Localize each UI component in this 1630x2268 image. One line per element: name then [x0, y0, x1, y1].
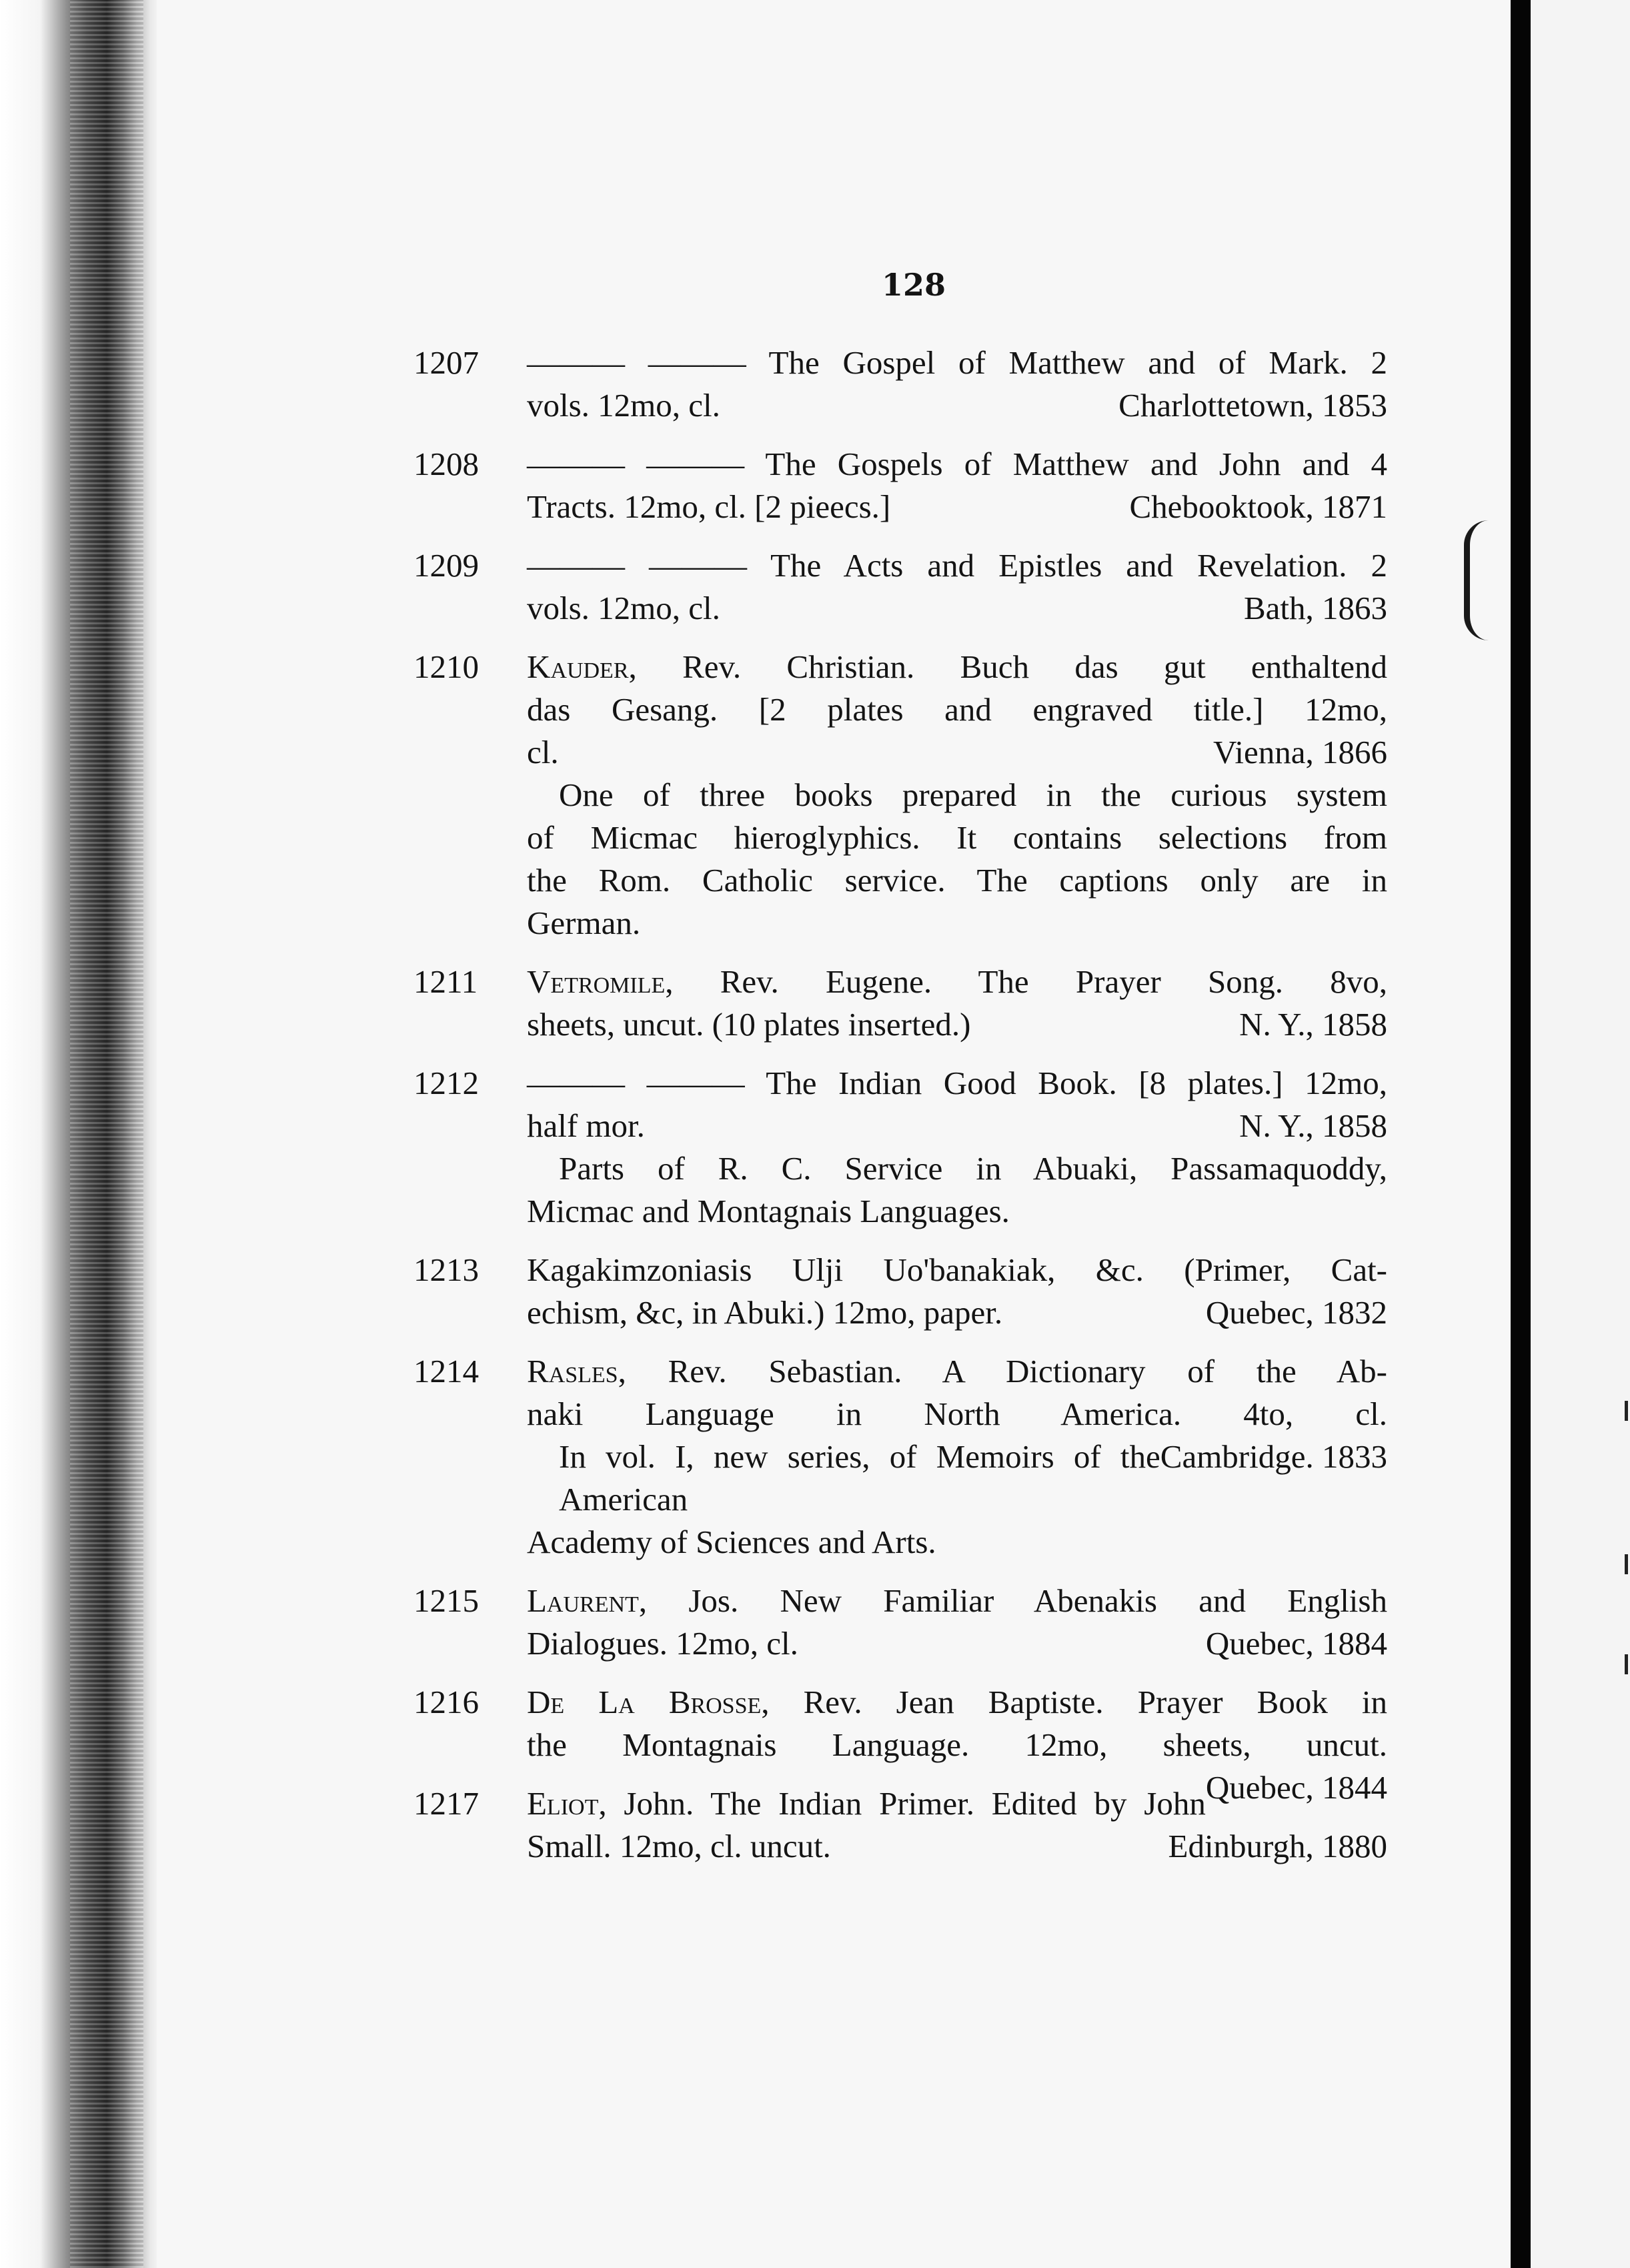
- entry-line: [527, 1782, 1387, 1825]
- entry-text: Kagakimzoniasis Ulji Uo'banakiak, &c. (Primer, Cat-: [527, 1251, 1387, 1288]
- entry-imprint: Quebec, 1884: [1205, 1625, 1387, 1662]
- entry-number: 1214: [414, 1353, 479, 1389]
- entry-line: [527, 486, 1387, 528]
- entry-line: [527, 1291, 1387, 1334]
- entry-line: [527, 731, 1387, 774]
- entry-text: ——— ——— The Indian Good Book. [8 plates.] 12mo,: [527, 1065, 1387, 1101]
- bracket-mark: [1464, 520, 1489, 640]
- entry-line: [527, 1003, 1387, 1046]
- entry-text: the Montagnais Language. 12mo, sheets, uncut.: [527, 1726, 1387, 1763]
- catalog-entry: [414, 961, 1387, 1046]
- catalog-entry: [414, 544, 1387, 630]
- catalog-entry: [414, 1062, 1387, 1233]
- entry-text: Rev. Christian. Buch das gut enthaltend: [682, 648, 1388, 685]
- entry-author: Laurent,: [527, 1582, 648, 1619]
- catalog-entry: [414, 443, 1387, 528]
- entry-line: [527, 1249, 1387, 1291]
- entry-number: 1207: [414, 344, 479, 381]
- entry-text: Rev. Sebastian. A Dictionary of the Ab-: [668, 1353, 1388, 1389]
- entry-author: Eliot,: [527, 1785, 607, 1822]
- catalog-entry: [414, 342, 1387, 427]
- entry-line: [527, 544, 1387, 587]
- entry-imprint: Cambridge. 1833: [1160, 1438, 1387, 1475]
- entry-imprint: N. Y., 1858: [1239, 1107, 1387, 1144]
- catalog-entry: [414, 1580, 1387, 1665]
- entry-author: De La Brosse,: [527, 1684, 770, 1720]
- entry-text: John. The Indian Primer. Edited by John: [624, 1785, 1206, 1822]
- entry-text: ——— ——— The Gospel of Matthew and of Mark. 2: [527, 344, 1387, 381]
- catalog-entry: [414, 1249, 1387, 1334]
- entry-imprint: Charlottetown, 1853: [1118, 387, 1387, 424]
- entry-line: [527, 1681, 1387, 1724]
- entry-number: 1212: [414, 1065, 479, 1101]
- entry-line: [527, 443, 1387, 486]
- facing-page-mark: [1625, 1401, 1628, 1421]
- note-line: Parts of R. C. Service in Abuaki, Passamaquoddy,: [559, 1150, 1387, 1187]
- entry-number: 1217: [414, 1785, 479, 1822]
- entry-line: [527, 1724, 1387, 1766]
- entry-text: vols. 12mo, cl.: [527, 590, 720, 626]
- entry-line: [527, 1062, 1387, 1105]
- note-line: Academy of Sciences and Arts.: [527, 1524, 936, 1560]
- facing-page-mark: [1625, 1654, 1628, 1674]
- note-line: Micmac and Montagnais Languages.: [527, 1193, 1010, 1229]
- entry-line: [527, 1105, 1387, 1147]
- entry-author: Rasles,: [527, 1353, 626, 1389]
- entry-text: ——— ——— The Gospels of Matthew and John and 4: [527, 446, 1387, 482]
- entry-number: 1216: [414, 1684, 479, 1720]
- entry-line: [527, 646, 1387, 688]
- entry-line: [527, 1393, 1387, 1436]
- entry-line: [527, 1622, 1387, 1665]
- page-number: 128: [882, 267, 946, 303]
- entry-number: 1209: [414, 547, 479, 584]
- entry-line: [527, 587, 1387, 630]
- entry-text: naki Language in North America. 4to, cl.: [527, 1395, 1387, 1432]
- entry-imprint: Quebec, 1832: [1205, 1294, 1387, 1331]
- note-line: In vol. I, new series, of Memoirs of the American: [559, 1438, 1160, 1518]
- catalog-entry: [414, 1782, 1387, 1868]
- entry-imprint: Bath, 1863: [1243, 590, 1387, 626]
- page-edge-shadow: [1511, 0, 1531, 2268]
- entry-text: ——— ——— The Acts and Epistles and Revelation. 2: [527, 547, 1387, 584]
- entry-text: Rev. Eugene. The Prayer Song. 8vo,: [720, 963, 1387, 1000]
- entry-number: 1213: [414, 1251, 479, 1288]
- entry-imprint: Vienna, 1866: [1212, 734, 1387, 770]
- entry-text: Dialogues. 12mo, cl.: [527, 1625, 798, 1662]
- entry-text: Jos. New Familiar Abenakis and English: [688, 1582, 1387, 1619]
- entry-line: [527, 342, 1387, 384]
- entry-text: Small. 12mo, cl. uncut.: [527, 1828, 831, 1864]
- entry-number: 1208: [414, 446, 479, 482]
- entry-text: das Gesang. [2 plates and engraved title.] 12mo,: [527, 691, 1387, 728]
- entry-line: [527, 384, 1387, 427]
- note-line: One of three books prepared in the curious system: [559, 776, 1387, 813]
- entry-line: [527, 1825, 1387, 1868]
- entry-number: 1211: [414, 963, 478, 1000]
- entry-note: [527, 1147, 1387, 1233]
- entry-author: Kauder,: [527, 648, 637, 685]
- entry-text: half mor.: [527, 1107, 645, 1144]
- facing-page-strip: [1531, 0, 1630, 2268]
- entry-text: Rev. Jean Baptiste. Prayer Book in: [803, 1684, 1388, 1720]
- note-line: of Micmac hieroglyphics. It contains selections from: [527, 819, 1387, 856]
- entry-imprint: Quebec, 1844: [1205, 1769, 1387, 1806]
- entry-line: [527, 1580, 1387, 1622]
- binding-texture: [70, 0, 143, 2268]
- entry-author: Vetromile,: [527, 963, 674, 1000]
- entry-note: [527, 774, 1387, 945]
- entry-text: echism, &c, in Abuki.) 12mo, paper.: [527, 1294, 1003, 1331]
- entry-line: [527, 961, 1387, 1003]
- catalog-entries: [414, 342, 1387, 1884]
- facing-page-mark: [1625, 1554, 1628, 1574]
- entry-line: [527, 1350, 1387, 1393]
- entry-imprint: Chebooktook, 1871: [1129, 488, 1387, 525]
- catalog-entry: [414, 646, 1387, 945]
- note-line: German.: [527, 905, 641, 941]
- entry-text: vols. 12mo, cl.: [527, 387, 720, 424]
- entry-text: Tracts. 12mo, cl. [2 pieecs.]: [527, 488, 891, 525]
- note-line: the Rom. Catholic service. The captions only are in: [527, 862, 1387, 899]
- entry-text: sheets, uncut. (10 plates inserted.): [527, 1006, 971, 1043]
- entry-imprint: N. Y., 1858: [1239, 1006, 1387, 1043]
- catalog-entry: [414, 1350, 1387, 1564]
- entry-line: [527, 688, 1387, 731]
- entry-number: 1215: [414, 1582, 479, 1619]
- entry-imprint: Edinburgh, 1880: [1168, 1828, 1387, 1864]
- entry-text: cl.: [527, 734, 559, 770]
- entry-number: 1210: [414, 648, 479, 685]
